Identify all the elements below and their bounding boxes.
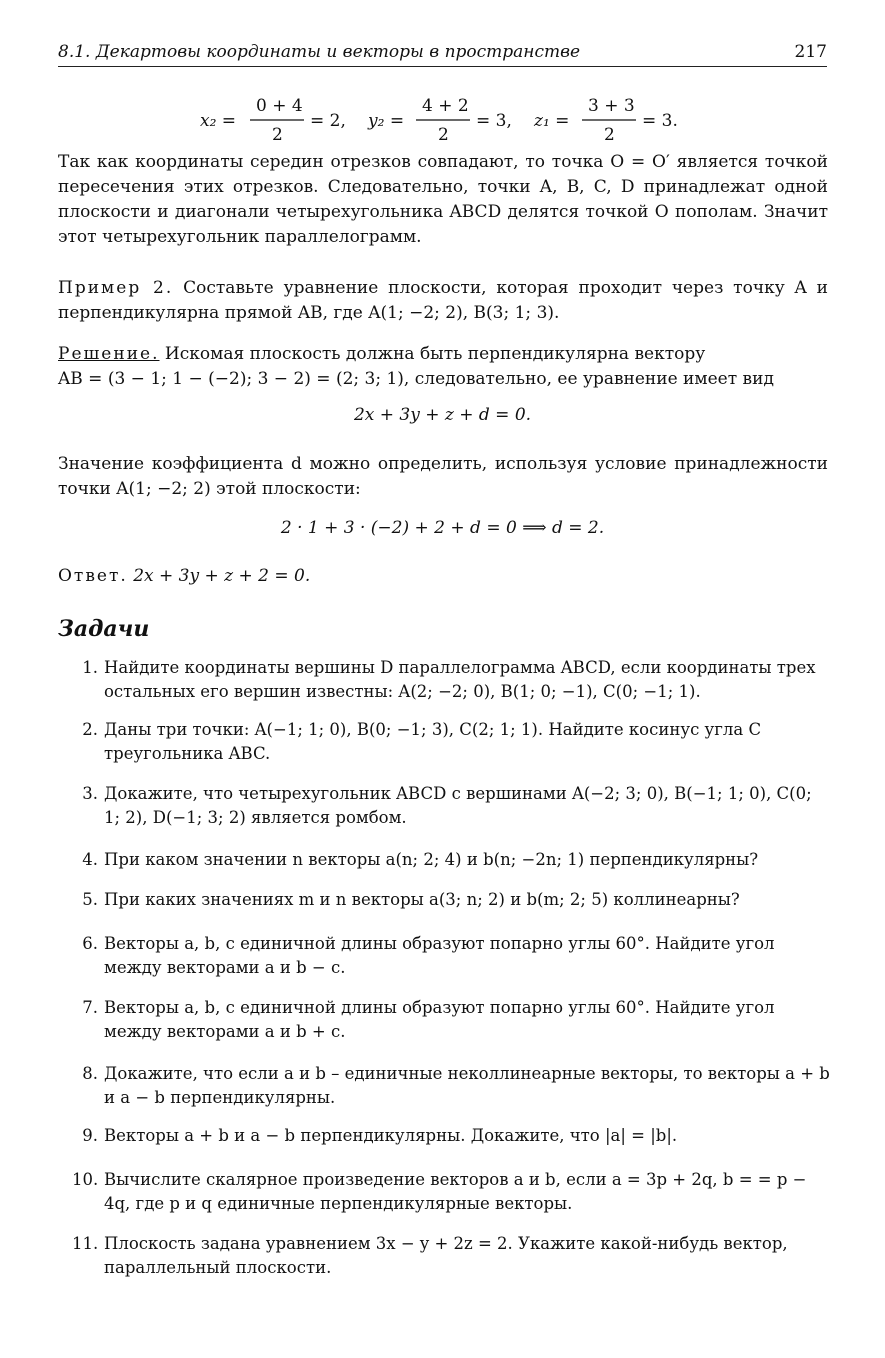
solution-paragraph: [58, 342, 828, 392]
task-text: Вычислите скалярное произведение векторов a и b, если a = 3p + 2q, b = = p − 4q, где p и q единичные перпендикулярные векторы.: [104, 1170, 807, 1213]
task-text: При каких значениях m и n векторы a(3; n; 2) и b(m; 2; 5) коллинеарны?: [104, 890, 740, 909]
answer-paragraph: [58, 564, 828, 589]
z1-denominator: 2: [604, 125, 615, 144]
x2-label: x₂ =: [200, 111, 237, 131]
task-text: При каком значении n векторы a(n; 2; 4) и b(n; −2n; 1) перпендикулярны?: [104, 850, 759, 869]
task-item: [72, 718, 830, 766]
conclusion-paragraph: Так как координаты середин отрезков совпадают, то точка O = O′ является точкой пересечения этих отрезков. Следовательно, точки A, B, C, D принадлежат одной плоскости и диагонали четырехугольника ABCD делятся точкой O пополам. Значит этот четырехугольник параллелограмм.: [58, 152, 828, 247]
y2-numerator: 4 + 2: [422, 96, 469, 116]
z1-value: = 3.: [642, 111, 678, 131]
task-number: 8.: [82, 1064, 98, 1083]
task-item: [72, 1168, 830, 1216]
task-number: 1.: [82, 658, 98, 677]
task-item: [72, 1124, 830, 1148]
task-number: 3.: [82, 784, 98, 803]
task-text: Плоскость задана уравнением 3x − y + 2z = 2. Укажите какой-нибудь вектор, параллельный плоскости.: [104, 1234, 788, 1277]
midpoint-formula: [200, 96, 700, 144]
coefficient-equation: 2 · 1 + 3 · (−2) + 2 + d = 0 ⟹ d = 2.: [280, 518, 605, 538]
task-text: Докажите, что четырехугольник ABCD с вершинами A(−2; 3; 0), B(−1; 1; 0), C(0; 1; 2), D(−1; 3; 2) является ромбом.: [104, 784, 812, 827]
task-text: Даны три точки: A(−1; 1; 0), B(0; −1; 3), C(2; 1; 1). Найдите косинус угла C треугольника ABC.: [104, 720, 762, 763]
z1-label: z₁ =: [534, 111, 570, 131]
task-item: [72, 932, 830, 980]
task-text: Векторы a, b, c единичной длины образуют попарно углы 60°. Найдите угол между векторами a и b − c.: [104, 934, 775, 977]
task-item: [72, 848, 830, 872]
task-number: 10.: [72, 1170, 99, 1189]
solution-label: Решение.: [58, 344, 160, 364]
example-label: Пример 2.: [58, 278, 174, 298]
task-number: 5.: [82, 890, 98, 909]
task-item: [72, 1062, 830, 1110]
task-number: 2.: [82, 720, 98, 739]
example-paragraph: [58, 276, 828, 326]
task-number: 6.: [82, 934, 98, 953]
plane-equation: 2x + 3y + z + d = 0.: [353, 405, 532, 425]
task-text: Докажите, что если a и b – единичные неколлинеарные векторы, то векторы a + b и a − b перпендикулярны.: [104, 1064, 830, 1107]
y2-label: y₂ =: [368, 111, 405, 131]
answer-label: Ответ.: [58, 566, 128, 586]
task-item: [72, 1232, 830, 1280]
task-number: 7.: [82, 998, 98, 1017]
x2-value: = 2,: [310, 111, 346, 131]
task-item: [72, 888, 830, 912]
z1-numerator: 3 + 3: [588, 96, 635, 116]
task-item: [72, 996, 830, 1044]
solution-text-2: AB = (3 − 1; 1 − (−2); 3 − 2) = (2; 3; 1), следовательно, ее уравнение имеет вид: [58, 369, 774, 389]
midpoint-formula-svg: [200, 96, 700, 144]
task-item: [72, 782, 830, 830]
y2-value: = 3,: [476, 111, 512, 131]
task-number: 11.: [72, 1234, 99, 1253]
task-text: Векторы a + b и a − b перпендикулярны. Докажите, что |a| = |b|.: [104, 1126, 678, 1145]
page-number: 217: [794, 42, 827, 62]
task-number: 4.: [82, 850, 98, 869]
running-title: 8.1. Декартовы координаты и векторы в пространстве: [58, 42, 581, 62]
coefficient-paragraph: Значение коэффициента d можно определить, используя условие принадлежности точки A(1; −2; 2) этой плоскости:: [58, 454, 828, 499]
answer-text: 2x + 3y + z + 2 = 0.: [133, 566, 311, 586]
y2-denominator: 2: [438, 125, 449, 144]
solution-text-1: Искомая плоскость должна быть перпендикулярна вектору: [164, 344, 706, 364]
task-text: Векторы a, b, c единичной длины образуют попарно углы 60°. Найдите угол между векторами a и b + c.: [104, 998, 775, 1041]
x2-numerator: 0 + 4: [256, 96, 303, 116]
page-header: [58, 36, 827, 67]
example-text: Составьте уравнение плоскости, которая проходит через точку A и перпендикулярна прямой AB, где A(1; −2; 2), B(3; 1; 3).: [58, 278, 829, 323]
x2-denominator: 2: [272, 125, 283, 144]
task-number: 9.: [82, 1126, 98, 1145]
task-text: Найдите координаты вершины D параллелограмма ABCD, если координаты трех остальных его вершин известны: A(2; −2; 0), B(1; 0; −1), C(0; −1; 1).: [104, 658, 816, 701]
tasks-heading: Задачи: [58, 616, 150, 642]
task-item: [72, 656, 830, 704]
